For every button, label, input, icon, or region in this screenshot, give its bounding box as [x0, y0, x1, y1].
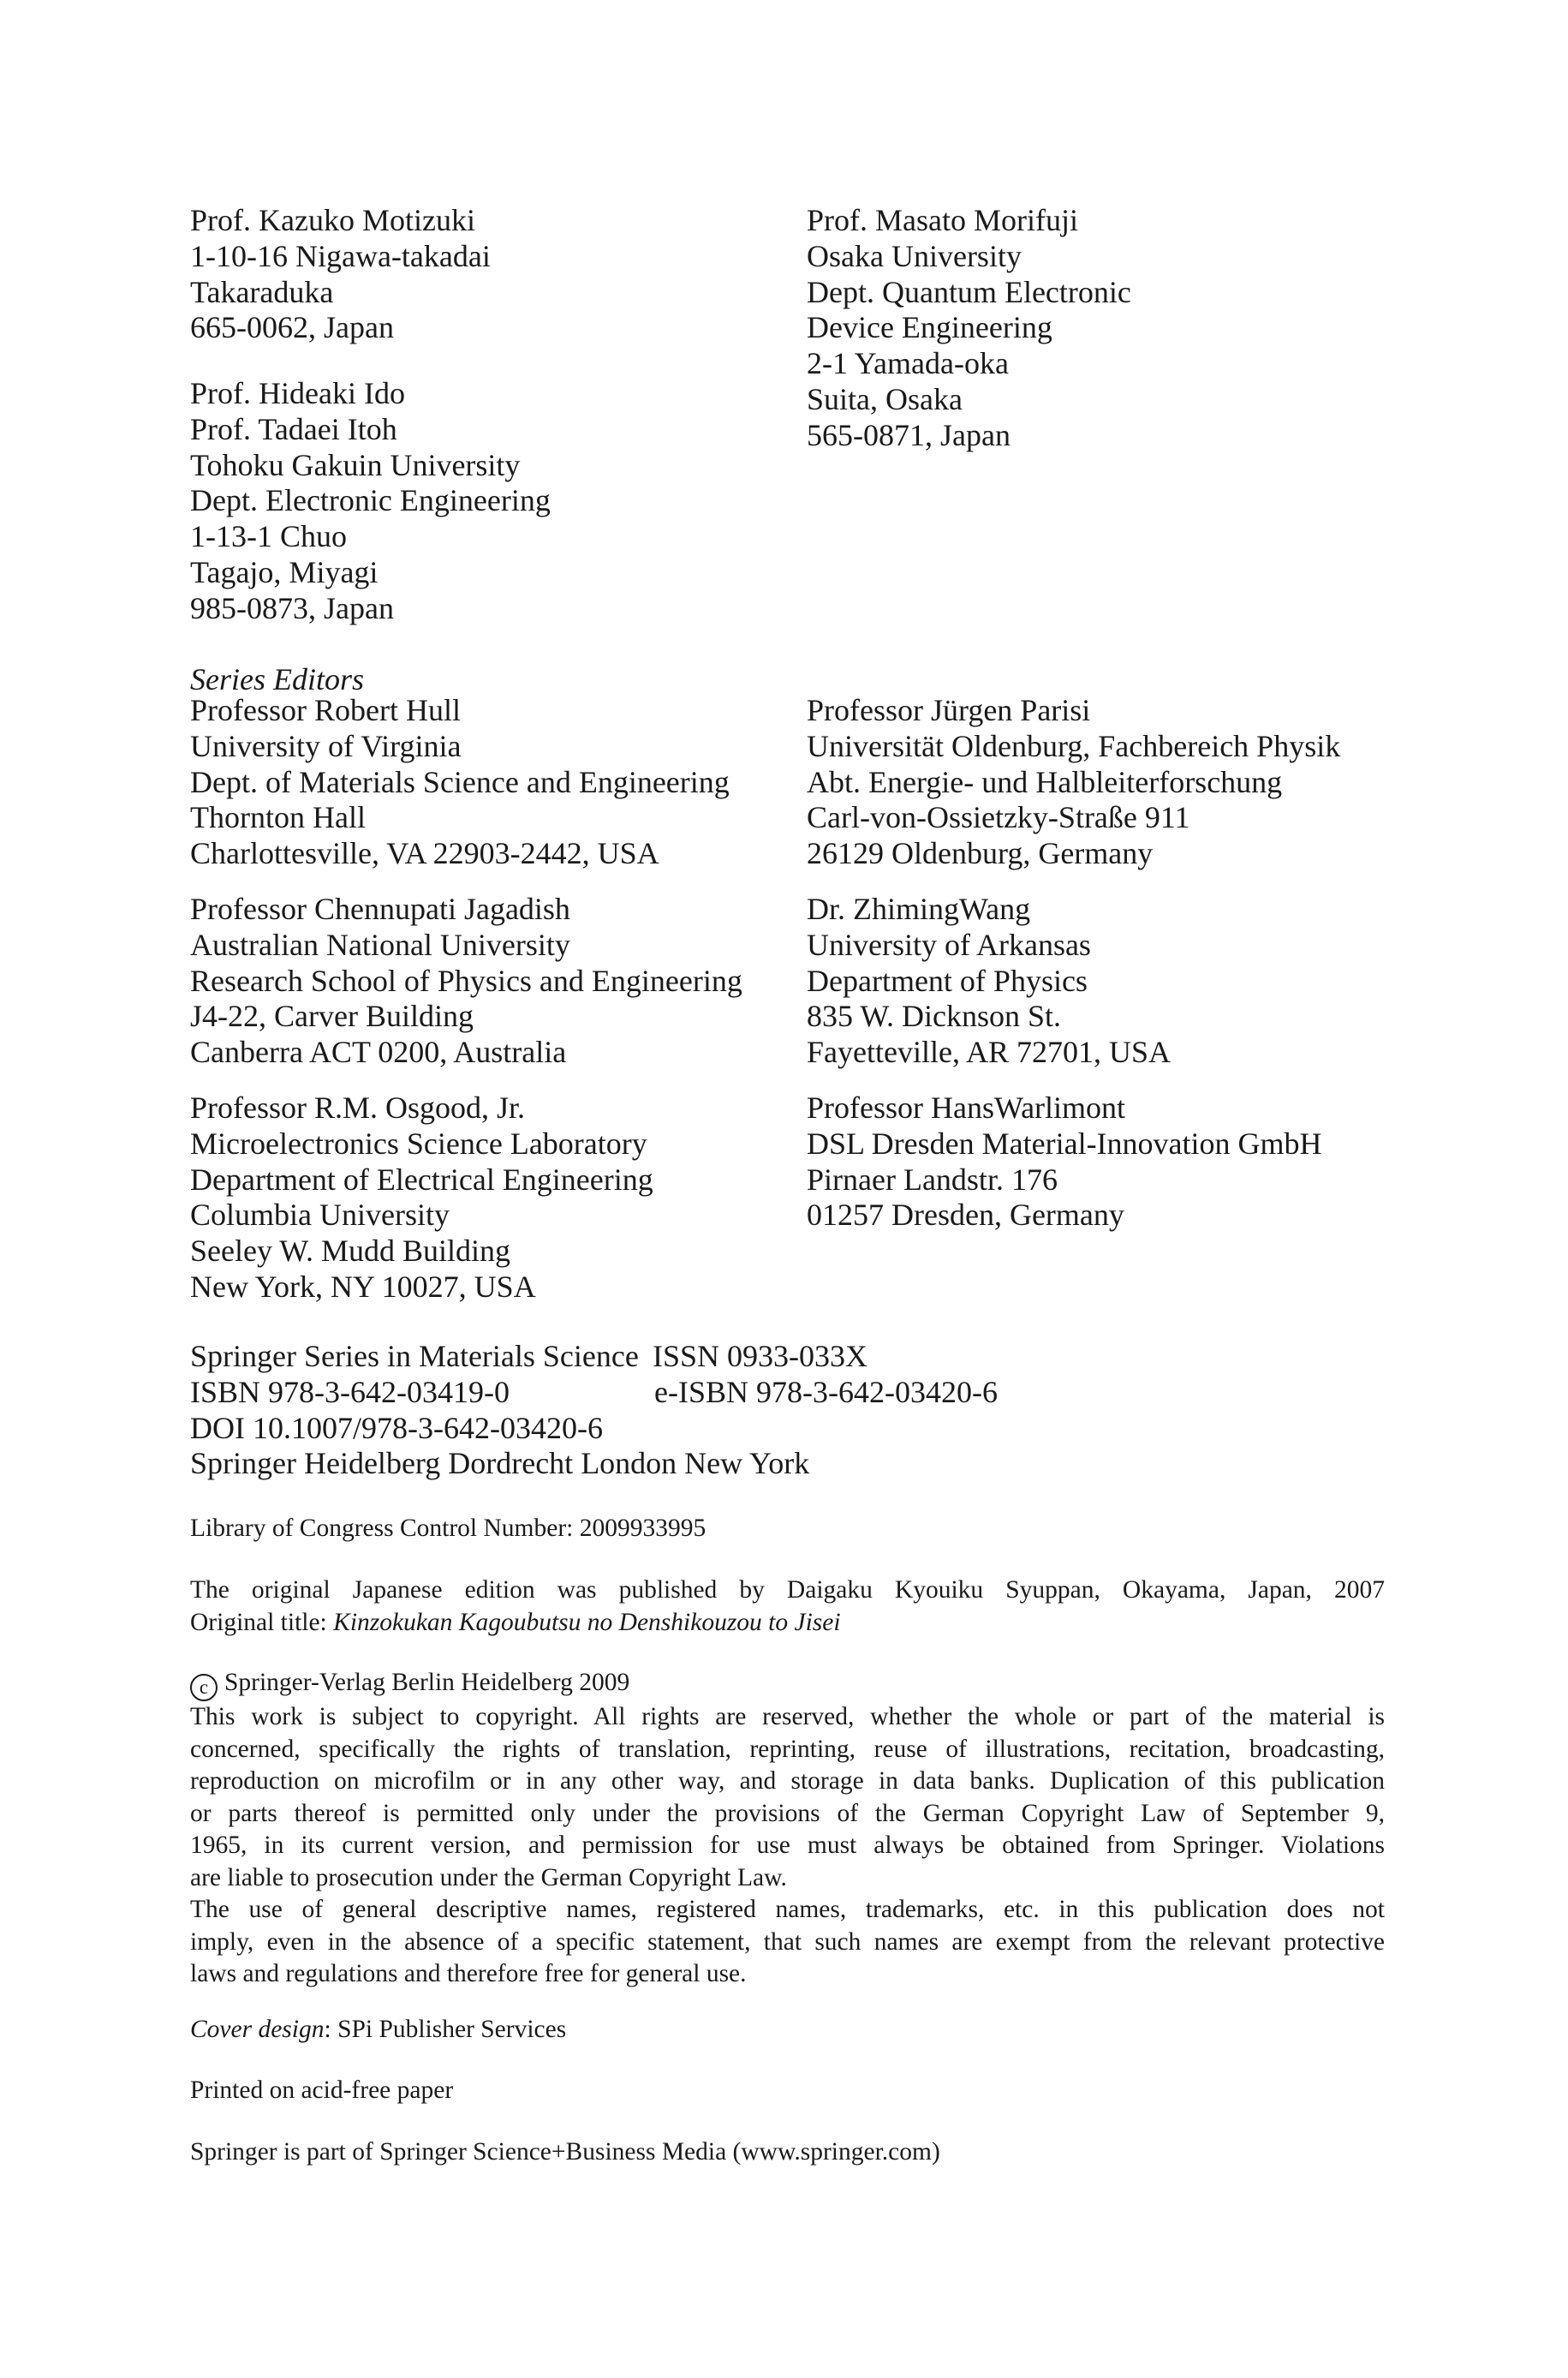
text-line: Professor Robert Hull	[190, 693, 461, 727]
isbn: ISBN 978-3-642-03419-0	[190, 1374, 510, 1409]
text-line: Dept. of Materials Science and Engineering	[190, 764, 730, 799]
series-name: Springer Series in Materials Science	[190, 1339, 639, 1373]
text-line: J4-22, Carver Building	[190, 999, 474, 1034]
text-line: Canberra ACT 0200, Australia	[190, 1035, 567, 1070]
editor-block-hull	[190, 693, 730, 872]
text-line: 1-13-1 Chuo	[190, 519, 347, 554]
copyright-line: are liable to prosecution under the German Copyright Law.	[190, 1863, 787, 1891]
text-line: 1-10-16 Nigawa-takadai	[190, 238, 491, 273]
loc-number: Library of Congress Control Number: 2009933995	[190, 1515, 706, 1542]
text-line: Department of Physics	[807, 963, 1088, 998]
copyright-line: 1965, in its current version, and permission for use must always be obtained from Springer. Violations	[190, 1831, 1385, 1859]
editor-block-warlimont	[807, 1090, 1322, 1234]
text-line: New York, NY 10027, USA	[190, 1269, 536, 1304]
text-line: Thornton Hall	[190, 800, 366, 835]
text-line: University of Virginia	[190, 728, 462, 763]
original-title-label: Original title:	[190, 1608, 334, 1636]
text-line: 01257 Dresden, Germany	[807, 1198, 1124, 1233]
text-line: Abt. Energie- und Halbleiterforschung	[807, 764, 1283, 799]
text-line: 26129 Oldenburg, Germany	[807, 836, 1154, 871]
copyright-holder-line	[190, 1667, 1385, 1701]
author-block-motizuki	[190, 203, 491, 346]
text-line: Department of Electrical Engineering	[190, 1162, 653, 1197]
text-line: Dept. Electronic Engineering	[190, 483, 551, 518]
trademark-line: laws and regulations and therefore free for general use.	[190, 1960, 747, 1987]
cover-design-value: : SPi Publisher Services	[324, 2016, 567, 2043]
text-line: Osaka University	[807, 238, 1022, 273]
text-line: Professor R.M. Osgood, Jr.	[190, 1090, 526, 1125]
text-line: Research School of Physics and Engineering	[190, 963, 742, 998]
text-line: Australian National University	[190, 927, 570, 962]
text-line: 565-0871, Japan	[807, 417, 1011, 452]
copyright-icon: c	[190, 1674, 218, 1701]
text-line: University of Arkansas	[807, 927, 1091, 962]
editor-block-wang	[807, 892, 1171, 1071]
text-line: Universität Oldenburg, Fachbereich Physik	[807, 728, 1341, 763]
copyright-line: concerned, specifically the rights of translation, reprinting, reuse of illustrations, recitation, broadcasting,	[190, 1735, 1385, 1763]
series-editors-heading: Series Editors	[190, 662, 364, 696]
text-line: Tagajo, Miyagi	[190, 554, 379, 589]
doi: DOI 10.1007/978-3-642-03420-6	[190, 1410, 603, 1445]
text-line: Fayetteville, AR 72701, USA	[807, 1035, 1171, 1070]
text-line: Charlottesville, VA 22903-2442, USA	[190, 836, 659, 871]
text-line: Pirnaer Landstr. 176	[807, 1162, 1058, 1197]
copyright-block	[190, 1667, 1385, 1991]
editor-block-jagadish	[190, 892, 742, 1071]
author-block-ido-itoh	[190, 376, 551, 627]
original-edition-line: The original Japanese edition was published by Daigaku Kyouiku Syuppan, Okayama, Japan, 2007	[190, 1576, 1385, 1604]
author-block-morifuji	[807, 203, 1131, 454]
editor-block-osgood	[190, 1090, 653, 1306]
original-edition	[190, 1574, 1385, 1639]
copyright-line: or parts thereof is permitted only under the provisions of the German Copyright Law of September 9,	[190, 1799, 1385, 1827]
copyright-line: This work is subject to copyright. All rights are reserved, whether the whole or part of the material is	[190, 1703, 1385, 1730]
copyright-line: reproduction on microfilm or in any other way, and storage in data banks. Duplication of this publication	[190, 1767, 1385, 1795]
publisher-cities: Springer Heidelberg Dordrecht London New York	[190, 1446, 810, 1481]
series-row	[190, 1339, 998, 1375]
text-line: Takaraduka	[190, 274, 334, 309]
trademark-line: imply, even in the absence of a specific statement, that such names are exempt from the relevant protective	[190, 1927, 1385, 1956]
text-line: Prof. Tadaei Itoh	[190, 411, 397, 446]
text-line: Suita, Osaka	[807, 381, 963, 416]
issn: ISSN 0933-033X	[653, 1339, 868, 1373]
text-line: Prof. Masato Morifuji	[807, 203, 1078, 237]
text-line: 665-0062, Japan	[190, 310, 394, 345]
text-line: Microelectronics Science Laboratory	[190, 1126, 647, 1161]
text-line: 2-1 Yamada-oka	[807, 346, 1009, 381]
cover-design	[190, 2014, 1385, 2046]
trademark-line: The use of general descriptive names, registered names, trademarks, etc. in this publication does not	[190, 1896, 1385, 1923]
original-title-value: Kinzokukan Kagoubutsu no Denshikouzou to Jisei	[333, 1608, 841, 1636]
text-line: Tohoku Gakuin University	[190, 447, 521, 482]
cover-design-label: Cover design	[190, 2016, 325, 2043]
text-line: Columbia University	[190, 1198, 450, 1233]
text-line: 835 W. Dicknson St.	[807, 999, 1062, 1034]
text-line: Professor Chennupati Jagadish	[190, 892, 570, 926]
eisbn: e-ISBN 978-3-642-03420-6	[654, 1374, 998, 1409]
text-line: Prof. Kazuko Motizuki	[190, 203, 475, 237]
text-line: Prof. Hideaki Ido	[190, 376, 405, 410]
text-line: DSL Dresden Material-Innovation GmbH	[807, 1126, 1322, 1161]
text-line: Professor Jürgen Parisi	[807, 693, 1091, 727]
isbn-row	[190, 1375, 998, 1411]
text-line: Professor HansWarlimont	[807, 1090, 1126, 1125]
springer-media: Springer is part of Springer Science+Business Media (www.springer.com)	[190, 2138, 940, 2166]
copyright-holder: Springer-Verlag Berlin Heidelberg 2009	[224, 1669, 630, 1696]
text-line: Dr. ZhimingWang	[807, 892, 1031, 926]
publication-info	[190, 1339, 998, 1482]
text-line: Carl-von-Ossietzky-Straße 911	[807, 800, 1190, 835]
text-line: 985-0873, Japan	[190, 590, 394, 625]
original-title-line	[190, 1607, 1385, 1640]
acid-free-paper: Printed on acid-free paper	[190, 2076, 454, 2104]
text-line: Dept. Quantum Electronic	[807, 274, 1131, 309]
text-line: Seeley W. Mudd Building	[190, 1234, 511, 1269]
editor-block-parisi	[807, 693, 1340, 872]
text-line: Device Engineering	[807, 310, 1052, 345]
